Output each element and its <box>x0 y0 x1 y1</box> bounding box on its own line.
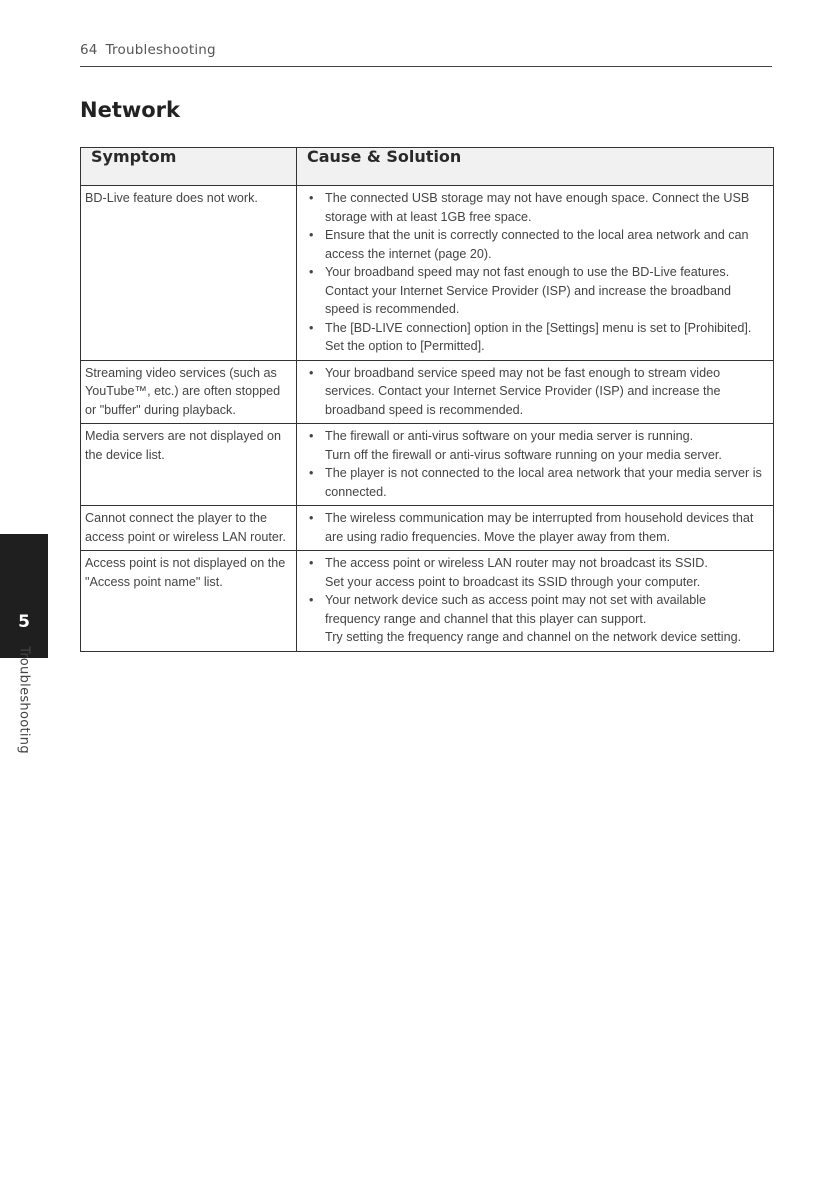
cause-solution-header: Cause & Solution <box>297 148 774 186</box>
cause-text: The wireless communication may be interrupted from household devices that are using radio frequencies. Move the player away from them. <box>325 511 754 544</box>
cause-text: The player is not connected to the local area network that your media server is connected. <box>325 466 762 499</box>
cause-item <box>305 263 763 319</box>
table-row <box>81 186 774 361</box>
cause-item <box>305 509 763 546</box>
chapter-tab <box>0 534 48 658</box>
cause-text: Your broadband speed may not fast enough to use the BD-Live features. Contact your Internet Service Provider (ISP) and increase the broadband speed is recommended. <box>325 265 732 316</box>
page-title: Network <box>80 98 181 122</box>
symptom-cell: BD-Live feature does not work. <box>81 186 297 361</box>
cause-cell <box>297 424 774 506</box>
cause-cell <box>297 506 774 551</box>
chapter-number: 5 <box>18 612 30 632</box>
symptom-cell: Access point is not displayed on the "Access point name" list. <box>81 551 297 652</box>
cause-item <box>305 464 763 501</box>
cause-text: • Your network device such as access point may not set with available frequency range and channel that this player can support. <box>325 593 707 626</box>
cause-list <box>305 509 763 546</box>
symptom-cell: Media servers are not displayed on the device list. <box>81 424 297 506</box>
troubleshooting-table <box>80 147 774 652</box>
symptom-cell: Streaming video services (such as YouTube™, etc.) are often stopped or "buffer" during playback. <box>81 360 297 424</box>
cause-cell <box>297 551 774 652</box>
chapter-label-text: Troubleshooting <box>16 646 32 754</box>
cause-item <box>305 319 763 356</box>
cause-item <box>305 189 763 226</box>
cause-text: • The access point or wireless LAN router may not broadcast its SSID. <box>325 556 708 570</box>
section-name: Troubleshooting <box>105 42 216 58</box>
table-row <box>81 551 774 652</box>
page-number: 64 <box>80 42 98 58</box>
table-row <box>81 506 774 551</box>
cause-text: • The firewall or anti-virus software on your media server is running. <box>325 429 694 443</box>
cause-cell <box>297 186 774 361</box>
table-row <box>81 360 774 424</box>
cause-item <box>305 554 763 591</box>
cause-text: The [BD-LIVE connection] option in the [Settings] menu is set to [Prohibited]. Set the option to [Permitted]. <box>325 320 752 353</box>
cause-solution-text: Turn off the firewall or anti-virus software running on your media server. <box>325 447 722 462</box>
cause-solution-text: Try setting the frequency range and channel on the network device setting. <box>325 630 742 644</box>
cause-text: Ensure that the unit is correctly connected to the local area network and can access the internet (page 20). <box>325 228 749 261</box>
table-header-row <box>81 148 774 186</box>
cause-item <box>305 427 763 464</box>
cause-list <box>305 427 763 501</box>
cause-cell <box>297 360 774 424</box>
symptom-cell: Cannot connect the player to the access point or wireless LAN router. <box>81 506 297 551</box>
cause-solution-text: Set your access point to broadcast its SSID through your computer. <box>325 574 701 589</box>
cause-item <box>305 591 763 647</box>
cause-list <box>305 189 763 356</box>
cause-list <box>305 364 763 420</box>
cause-text: The connected USB storage may not have enough space. Connect the USB storage with at least 1GB free space. <box>325 191 750 224</box>
cause-text: Your broadband service speed may not be fast enough to stream video services. Contact your Internet Service Provider (ISP) and increase the broadband speed is recommended. <box>325 365 721 417</box>
cause-item <box>305 226 763 263</box>
page-header <box>80 42 772 67</box>
cause-list <box>305 554 763 647</box>
symptom-header: Symptom <box>81 148 297 186</box>
table-row <box>81 424 774 506</box>
cause-item <box>305 364 763 420</box>
